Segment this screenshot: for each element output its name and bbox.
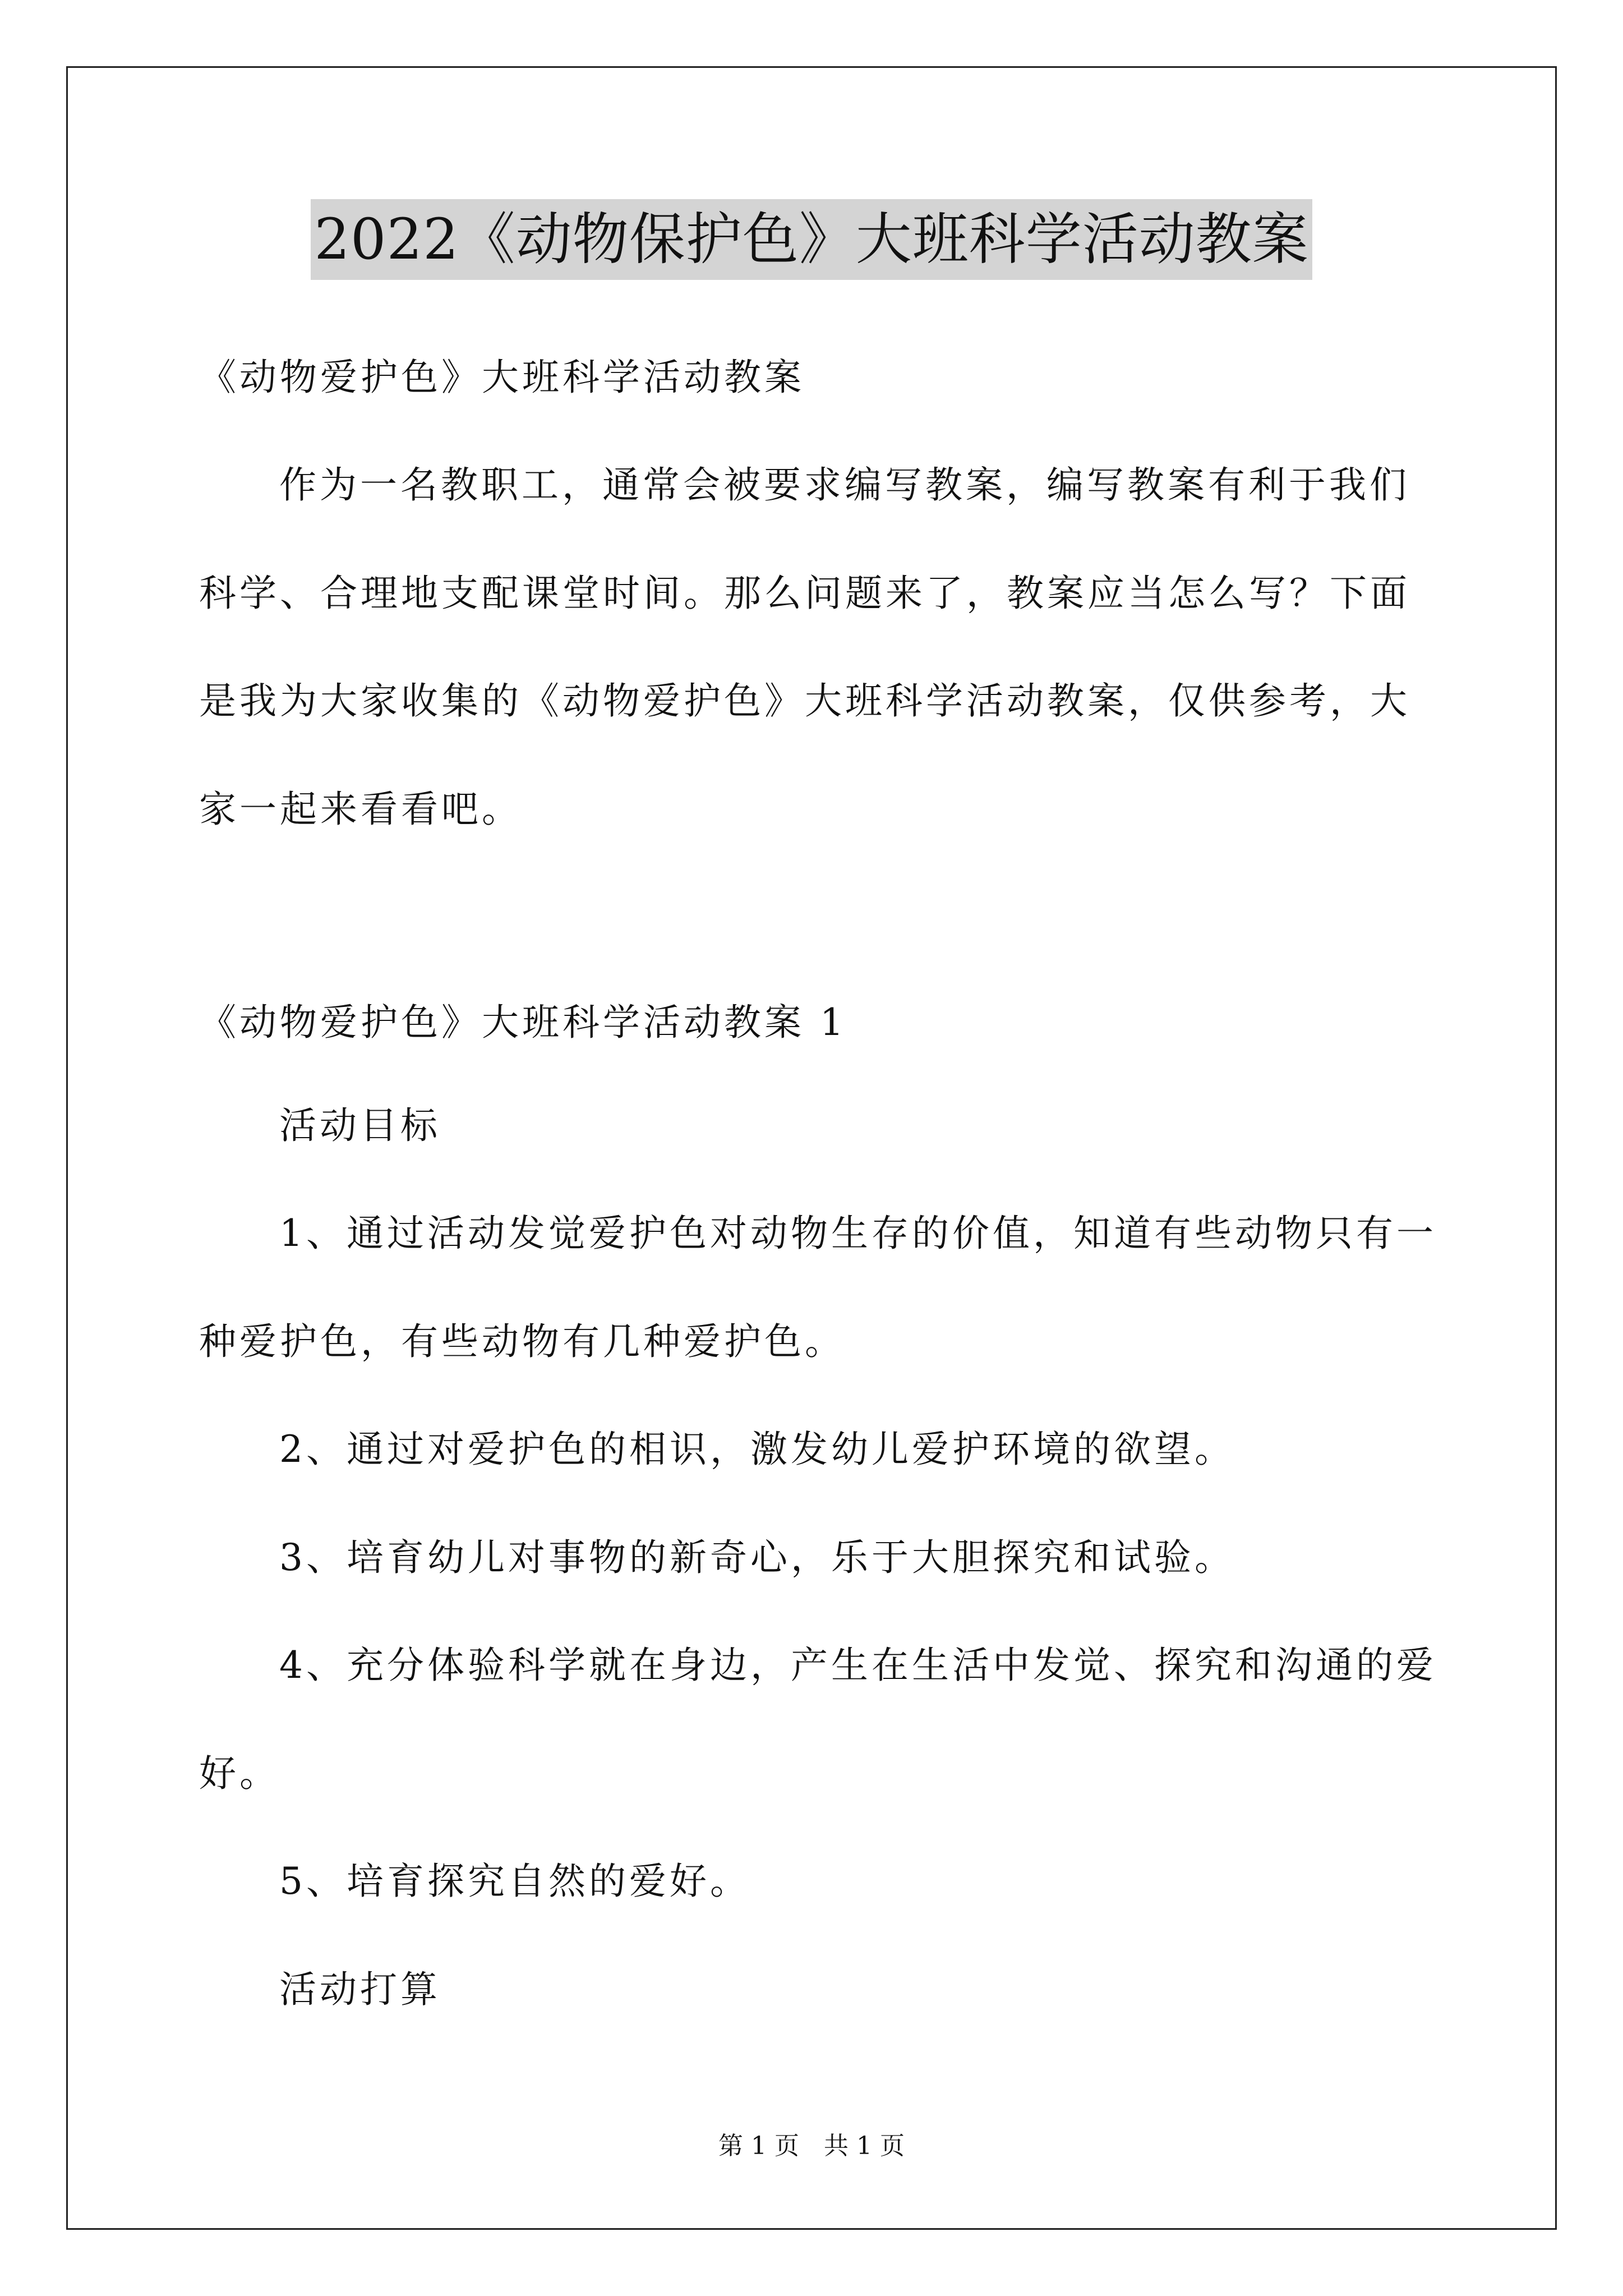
title-container	[0, 199, 1623, 280]
section-title: 《动物爱护色》大班科学活动教案 1	[199, 1001, 847, 1044]
goal-line-1: 1、通过活动发觉爱护色对动物生存的价值，知道有些动物只有一	[279, 1212, 1437, 1255]
subtitle: 《动物爱护色》大班科学活动教案	[199, 356, 805, 399]
intro-line-3: 是我为大家收集的《动物爱护色》大班科学活动教案，仅供参考，大	[199, 679, 1410, 723]
intro-line-4: 家一起来看看吧。	[199, 788, 522, 831]
intro-line-2: 科学、合理地支配课堂时间。那么问题来了，教案应当怎么写？下面	[199, 572, 1410, 615]
document-title: 2022《动物保护色》大班科学活动教案	[311, 199, 1312, 280]
goal-line-5: 4、充分体验科学就在身边，产生在生活中发觉、探究和沟通的爱	[279, 1644, 1437, 1687]
prep-heading: 活动打算	[279, 1968, 441, 2011]
goals-heading: 活动目标	[279, 1104, 441, 1147]
goal-line-6: 好。	[199, 1752, 280, 1795]
goal-line-4: 3、培育幼儿对事物的新奇心，乐于大胆探究和试验。	[279, 1536, 1235, 1579]
goal-line-3: 2、通过对爱护色的相识，激发幼儿爱护环境的欲望。	[279, 1428, 1235, 1471]
goal-line-2: 种爱护色，有些动物有几种爱护色。	[199, 1320, 845, 1363]
goal-line-7: 5、培育探究自然的爱好。	[279, 1860, 750, 1903]
intro-line-1: 作为一名教职工，通常会被要求编写教案，编写教案有利于我们	[279, 463, 1410, 507]
page-footer: 第 1 页 共 1 页	[718, 2132, 905, 2160]
